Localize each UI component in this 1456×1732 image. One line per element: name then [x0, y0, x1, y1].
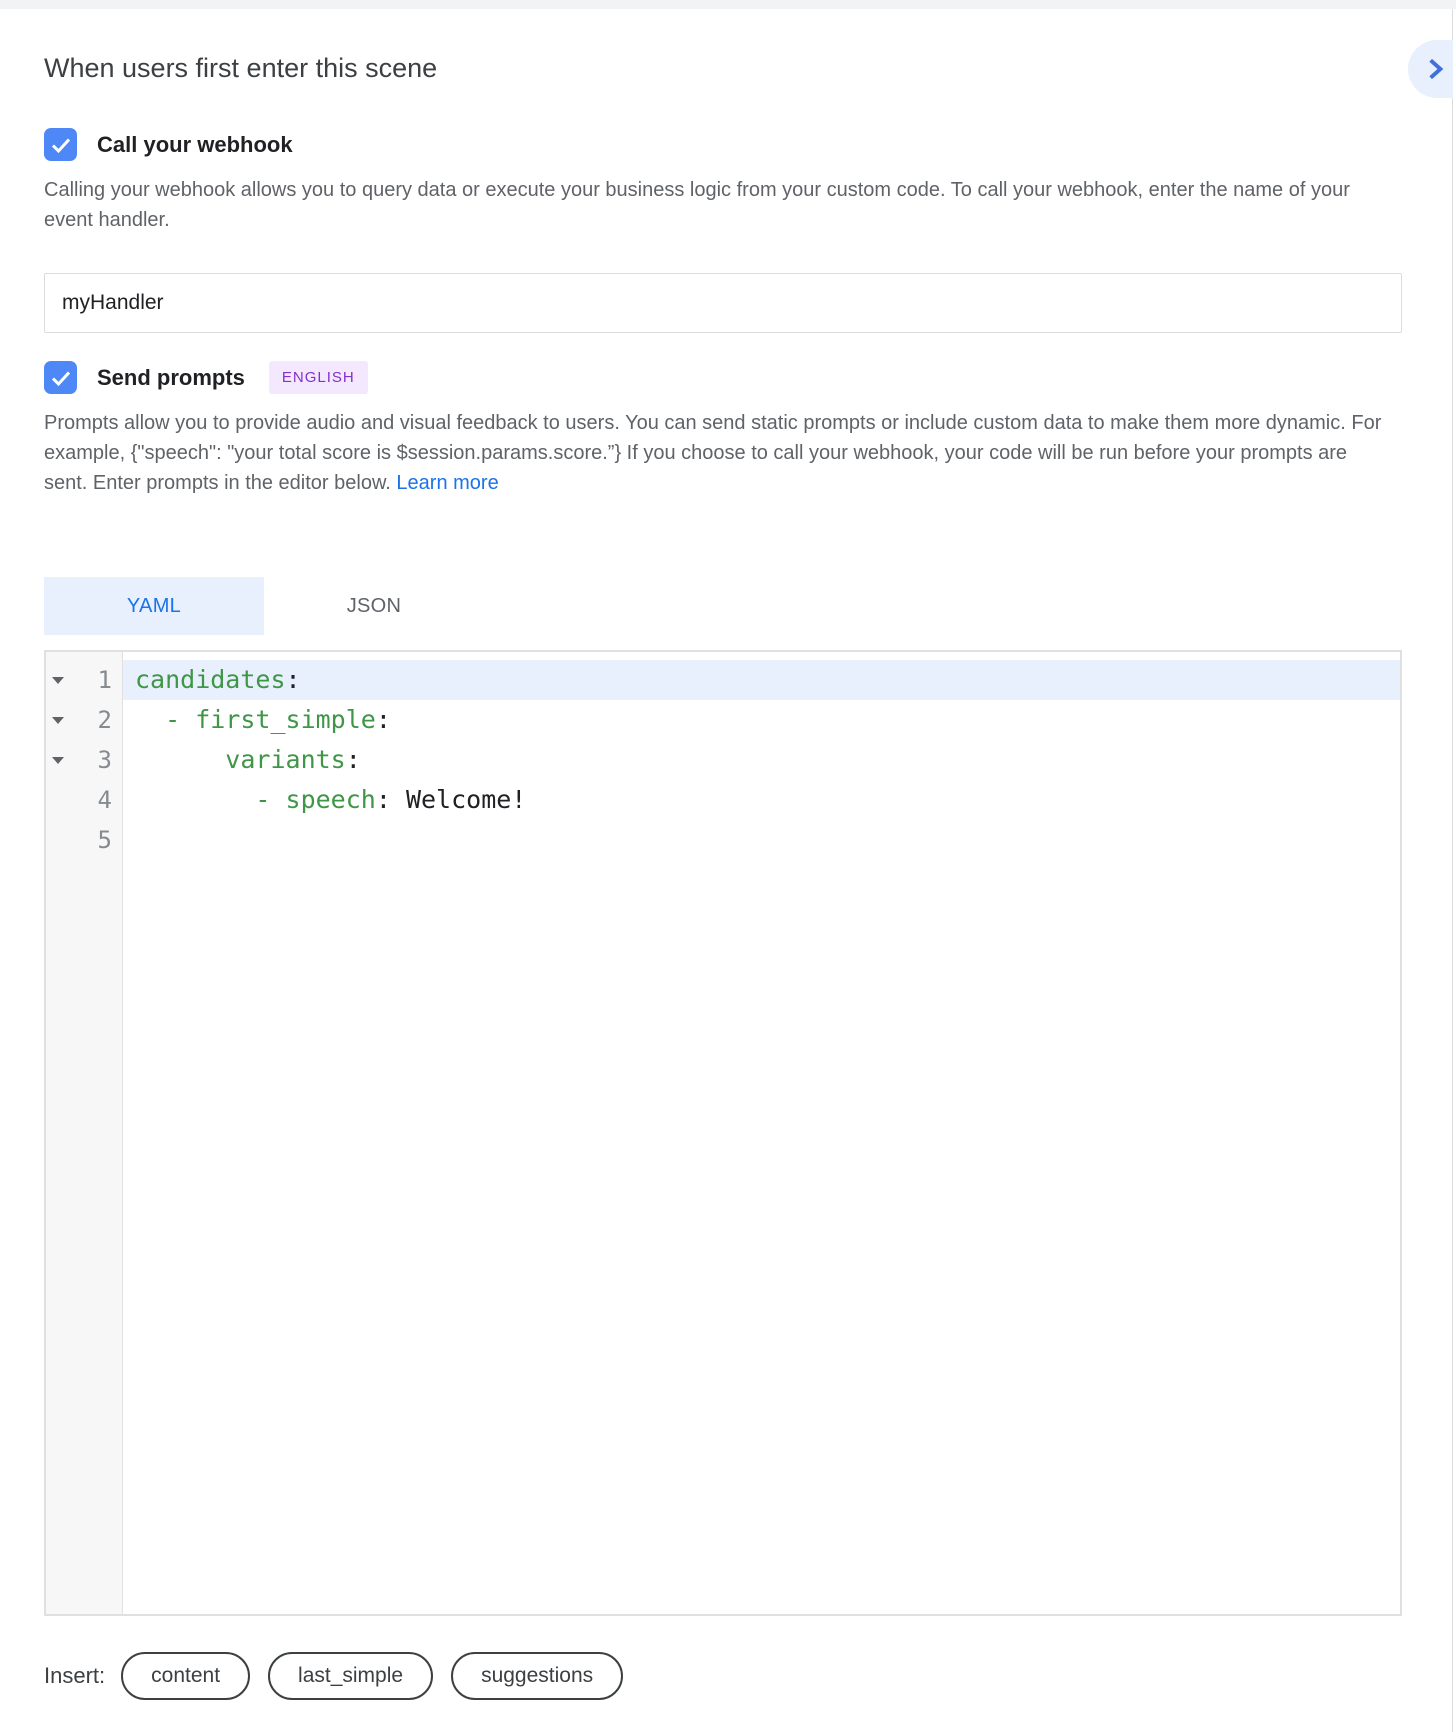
code-token-key: variants [135, 745, 346, 774]
code-token-key: - first_simple [135, 705, 376, 734]
code-line[interactable] [123, 740, 1400, 780]
code-line[interactable] [123, 700, 1400, 740]
line-number: 1 [97, 666, 112, 694]
gutter-row [46, 740, 122, 780]
code-line[interactable] [123, 660, 1400, 700]
gutter-row [46, 700, 122, 740]
gutter-row [46, 820, 122, 860]
tab-yaml[interactable]: YAML [44, 577, 264, 635]
prompts-description-text: Prompts allow you to provide audio and visual feedback to users. You can send static prompts or include custom data to make them more dynamic. For example, {"speech": "your total score is $session.params.score.”} If you choose to call your webhook, your code will be run before your prompts are sent. Enter prompts in the editor below. [44, 412, 1382, 494]
line-number: 2 [97, 706, 112, 734]
insert-chip-last_simple[interactable]: last_simple [268, 1652, 433, 1700]
code-token-value: Welcome! [405, 785, 527, 814]
event-handler-input[interactable] [44, 273, 1402, 333]
check-icon [49, 133, 73, 157]
code-token-key: candidates [135, 665, 286, 694]
tab-json[interactable]: JSON [346, 594, 402, 617]
code-editor [44, 650, 1402, 1616]
chevron-right-icon [1422, 56, 1448, 82]
code-token-plain: : [375, 705, 391, 734]
line-number: 5 [97, 826, 112, 854]
webhook-description: Calling your webhook allows you to query data or execute your business logic from your custom code. To call your webhook, enter the name of your event handler. [44, 179, 1350, 231]
code-line[interactable] [123, 780, 1400, 820]
fold-arrow-icon[interactable] [46, 757, 70, 764]
line-number: 3 [97, 746, 112, 774]
gutter-row [46, 660, 122, 700]
insert-chip-suggestions[interactable]: suggestions [451, 1652, 623, 1700]
insert-label: Insert: [44, 1663, 106, 1688]
insert-chips [121, 1652, 641, 1700]
scene-entry-panel [44, 0, 1402, 1700]
webhook-row [44, 128, 1402, 161]
prompts-checkbox-label[interactable]: Send prompts [97, 364, 245, 390]
gutter-row [46, 780, 122, 820]
check-icon [49, 366, 73, 390]
prompts-checkbox[interactable] [44, 361, 77, 394]
fold-arrow-icon[interactable] [46, 717, 70, 724]
prompts-description [44, 408, 1390, 498]
insert-chip-content[interactable]: content [121, 1652, 250, 1700]
editor-format-tabs [44, 577, 1402, 635]
page-title: When users first enter this scene [44, 53, 438, 83]
insert-row [44, 1652, 1402, 1700]
code-token-plain: : [375, 785, 406, 814]
editor-gutter [46, 652, 123, 1614]
code-token-plain: : [345, 745, 361, 774]
code-line[interactable] [123, 820, 1400, 860]
code-token-key: - speech [135, 785, 376, 814]
learn-more-link[interactable]: Learn more [396, 472, 499, 494]
line-number: 4 [97, 786, 112, 814]
prompts-row [44, 361, 1402, 394]
fold-arrow-icon[interactable] [46, 677, 70, 684]
editor-code-area[interactable] [123, 652, 1400, 1614]
panel-right-border [1452, 9, 1453, 1732]
code-token-plain: : [285, 665, 301, 694]
collapse-panel-button[interactable] [1408, 40, 1453, 98]
webhook-checkbox-label[interactable]: Call your webhook [97, 131, 293, 157]
webhook-checkbox[interactable] [44, 128, 77, 161]
language-badge: ENGLISH [269, 361, 368, 394]
